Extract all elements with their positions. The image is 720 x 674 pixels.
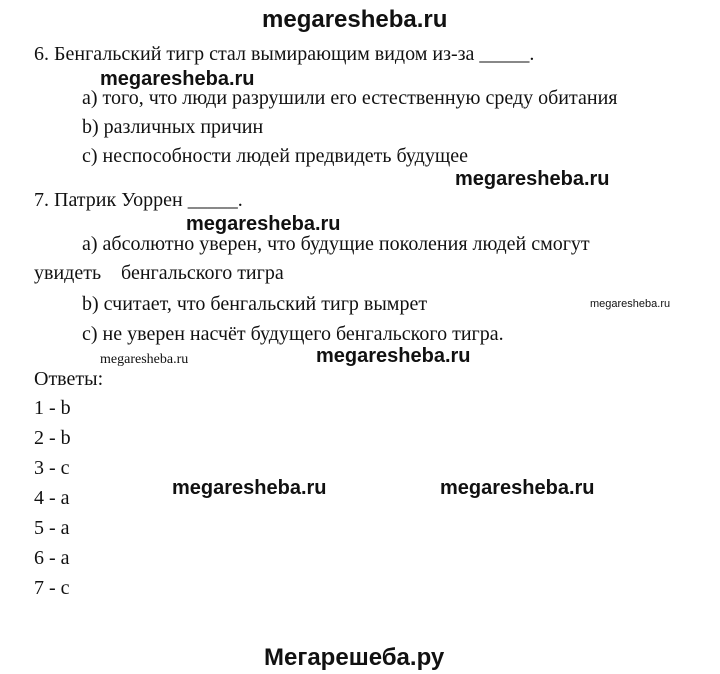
question-6-option-c: c) неспособности людей предвидеть будущее bbox=[82, 145, 468, 167]
watermark-answers-right: megaresheba.ru bbox=[440, 477, 595, 499]
watermark-under-q6: megaresheba.ru bbox=[100, 68, 255, 90]
watermark-under-q7: megaresheba.ru bbox=[186, 213, 341, 235]
watermark-answers-left: megaresheba.ru bbox=[172, 477, 327, 499]
question-7-stem: 7. Патрик Уоррен _____. bbox=[34, 189, 243, 211]
question-6-stem: 6. Бенгальский тигр стал вымирающим видом из-за _____. bbox=[34, 43, 535, 65]
watermark-small-left: megaresheba.ru bbox=[100, 352, 189, 367]
answer-item: 2 - b bbox=[34, 427, 71, 449]
question-7-option-b: b) считает, что бенгальский тигр вымрет bbox=[82, 293, 428, 315]
watermark-footer: Мегарешеба.ру bbox=[264, 644, 445, 671]
watermark-mid-right: megaresheba.ru bbox=[316, 345, 471, 367]
question-6-option-b: b) различных причин bbox=[82, 116, 264, 138]
watermark-top: megaresheba.ru bbox=[262, 6, 448, 33]
answers-heading: Ответы: bbox=[34, 368, 104, 390]
question-7-option-a-line2: увидеть бенгальского тигра bbox=[34, 262, 284, 284]
answer-item: 3 - c bbox=[34, 457, 70, 479]
watermark-after-q6: megaresheba.ru bbox=[455, 168, 610, 190]
answer-item: 5 - a bbox=[34, 517, 70, 539]
watermark-side-small: megaresheba.ru bbox=[590, 298, 671, 310]
question-7-option-a-line1: a) абсолютно уверен, что будущие поколения людей смогут bbox=[82, 233, 590, 255]
answer-item: 7 - c bbox=[34, 577, 70, 599]
answer-item: 6 - a bbox=[34, 547, 70, 569]
answer-item: 1 - b bbox=[34, 397, 71, 419]
question-7-option-c: c) не уверен насчёт будущего бенгальского тигра. bbox=[82, 323, 504, 345]
answer-item: 4 - a bbox=[34, 487, 70, 509]
question-6-option-a: a) того, что люди разрушили его естественную среду обитания bbox=[82, 87, 618, 109]
